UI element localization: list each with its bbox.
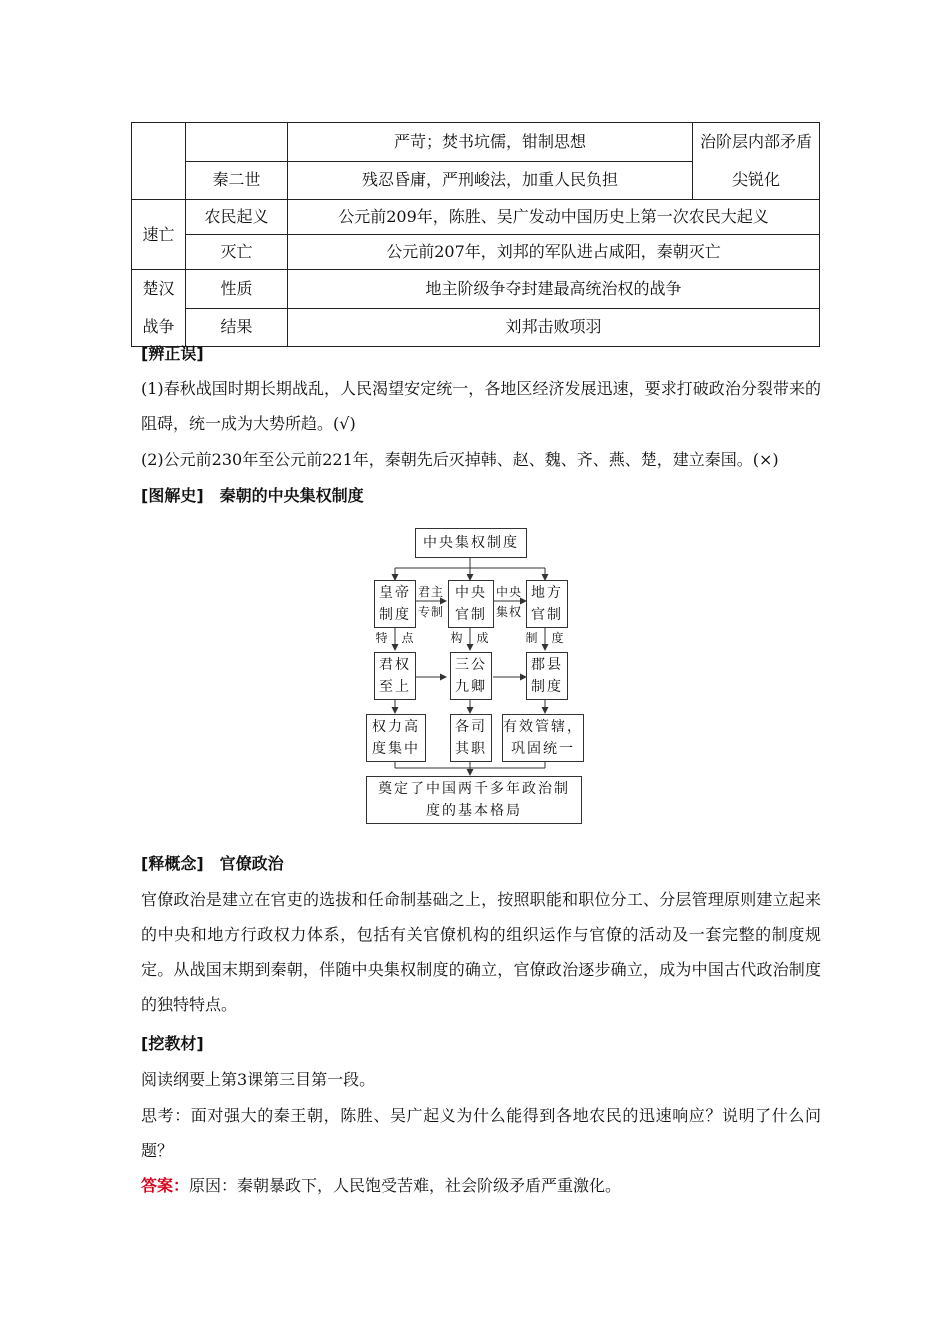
answer-label: 答案： — [141, 1176, 190, 1195]
table-row — [132, 235, 820, 270]
concentration-box: 权力高度集中 — [366, 714, 426, 762]
emperor-system-box: 皇帝制度 — [374, 580, 416, 628]
table-cell: 性质 — [186, 270, 288, 309]
answer-text: 原因：秦朝暴政下，人民饱受苦难，社会阶级矛盾严重激化。 — [189, 1176, 622, 1195]
summary-table — [131, 122, 820, 347]
table-cell: 地主阶级争夺封建最高统治权的战争 — [288, 270, 820, 309]
table-cell: 楚汉战争 — [132, 270, 186, 347]
edge-label-centralization: 中央集权 — [495, 585, 522, 619]
textbook-heading: [挖教材] — [141, 1034, 204, 1053]
central-system-box: 中央集权制度 — [415, 528, 527, 558]
table-cell: 秦二世 — [186, 161, 288, 200]
answer-line — [141, 1168, 821, 1203]
table-cell: 速亡 — [132, 200, 186, 270]
foundation-box: 奠定了中国两千多年政治制度的基本格局 — [366, 776, 582, 824]
table-cell: 公元前207年，刘邦的军队进占咸阳，秦朝灭亡 — [288, 235, 820, 270]
unification-box: 有效管辖，巩固统一 — [502, 714, 584, 762]
table-cell: 治阶层内部矛盾尖锐化 — [693, 123, 820, 200]
supreme-power-box: 君权至上 — [374, 652, 416, 700]
central-official-box: 中央官制 — [448, 580, 494, 628]
edge-label-feature: 特 点 — [375, 631, 415, 645]
diagram-heading: [图解史] 秦朝的中央集权制度 — [141, 486, 364, 505]
table-row — [132, 200, 820, 235]
textbook-read: 阅读纲要上第3课第三目第一段。 — [141, 1070, 376, 1089]
table-cell: 残忍昏庸，严刑峻法，加重人民负担 — [288, 161, 693, 200]
table-cell: 公元前209年，陈胜、吴广发动中国历史上第一次农民大起义 — [288, 200, 820, 235]
table-cell — [186, 123, 288, 162]
table-cell: 刘邦击败项羽 — [288, 308, 820, 347]
central-system-diagram — [360, 524, 590, 826]
table-cell: 灭亡 — [186, 235, 288, 270]
table-cell: 结果 — [186, 308, 288, 347]
table-cell: 严苛；焚书坑儒，钳制思想 — [288, 123, 693, 162]
edge-label-institution: 制 度 — [525, 631, 565, 645]
local-official-box: 地方官制 — [526, 580, 568, 628]
table-cell: 农民起义 — [186, 200, 288, 235]
correct-item-1: (1)春秋战国时期长期战乱，人民渴望安定统一，各地区经济发展迅速，要求打破政治分裂带来的阻碍，统一成为大势所趋。(√) — [141, 379, 821, 433]
concept-body: 官僚政治是建立在官吏的选拔和任命制基础之上，按照职能和职位分工、分层管理原则建立起来的中央和地方行政权力体系，包括有关官僚机构的组织运作与官僚的活动及一套完整的制度规定。从战国末期到秦朝，伴随中央集权制度的确立，官僚政治逐步确立，成为中国古代政治制度的独特特点。 — [141, 890, 821, 1014]
correct-heading: [辨正误] — [141, 344, 204, 363]
duties-box: 各司其职 — [450, 714, 492, 762]
correct-item-2: (2)公元前230年至公元前221年，秦朝先后灭掉韩、赵、魏、齐、燕、楚，建立秦国。(×) — [141, 450, 779, 469]
table-row — [132, 270, 820, 309]
prefecture-county-box: 郡县制度 — [526, 652, 568, 700]
edge-label-autocracy: 君主专制 — [417, 585, 444, 619]
textbook-question: 思考：面对强大的秦王朝，陈胜、吴广起义为什么能得到各地农民的迅速响应？说明了什么问题？ — [141, 1106, 821, 1160]
concept-heading: [释概念] 官僚政治 — [141, 854, 284, 873]
table-cell — [132, 123, 186, 200]
edge-label-structure: 构 成 — [450, 631, 490, 645]
three-ministers-box: 三公九卿 — [450, 652, 492, 700]
table-row — [132, 123, 820, 162]
